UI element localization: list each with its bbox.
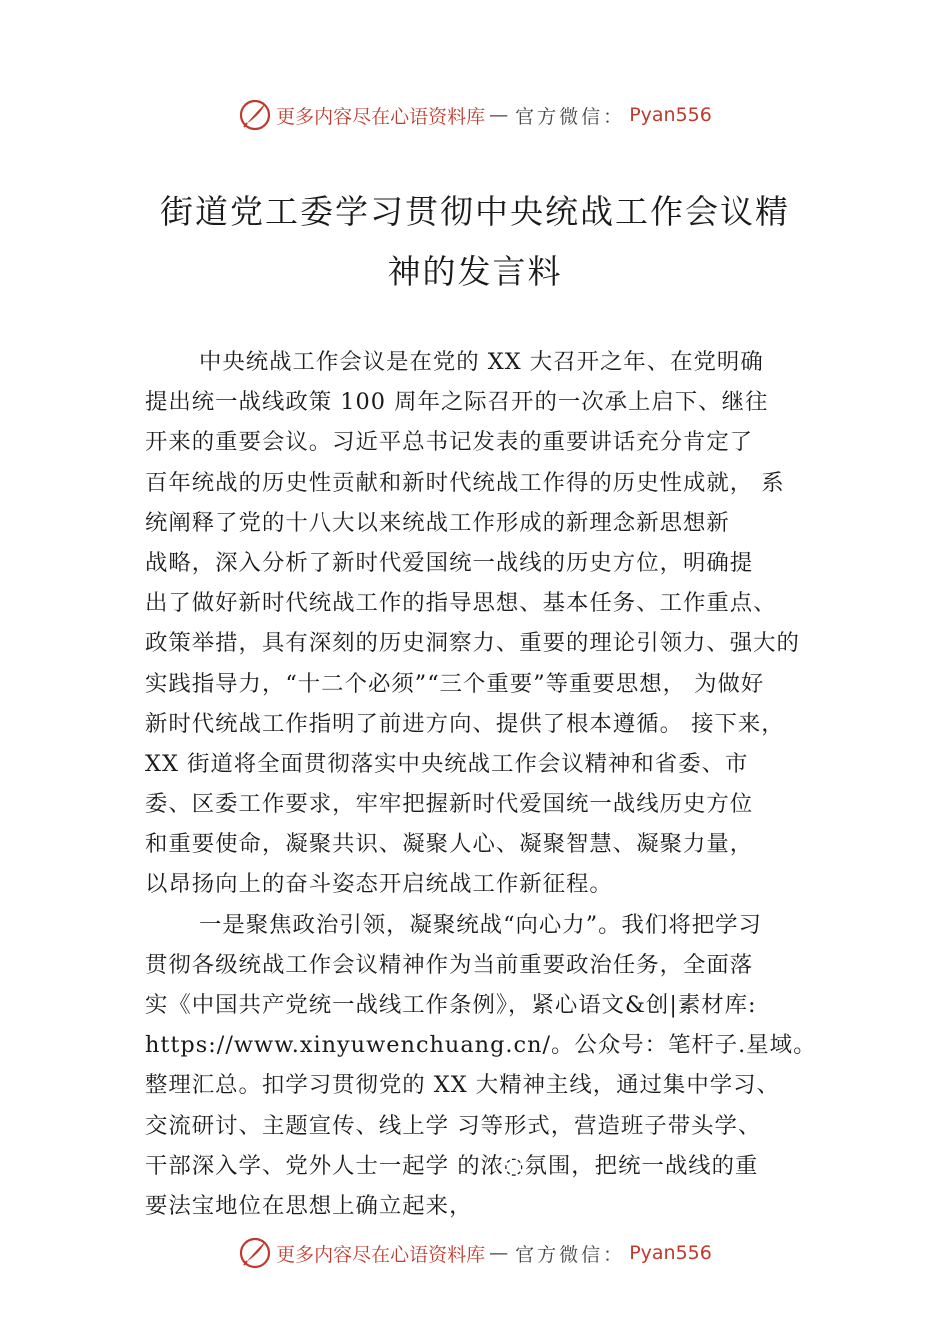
title-line-2: 神的发言料 xyxy=(387,252,563,291)
body-line: 提出统一战线政策 100 周年之际召开的一次承上启下、继往 xyxy=(145,389,769,416)
title-line-1: 街道党工委学习贯彻中央统战工作会议精 xyxy=(160,192,790,231)
banner-red-text: 更多内容尽在心语资料库 xyxy=(276,1243,486,1266)
banner-separator: — xyxy=(489,104,512,126)
banner-separator: — xyxy=(489,1242,512,1264)
body-line: 百年统战的历史性贡献和新时代统战工作得的历史性成就， 系 xyxy=(145,469,785,496)
body-line: 政策举措，具有深刻的历史洞察力、重要的理论引领力、强大的 xyxy=(145,630,800,657)
document-body xyxy=(145,342,825,1226)
body-line: 以昂扬向上的奋斗姿态开启统战工作新征程。 xyxy=(145,871,613,898)
body-line: 和重要使命，凝聚共识、凝聚人心、凝聚智慧、凝聚力量， xyxy=(145,831,754,858)
quill-logo-icon xyxy=(238,1236,272,1270)
body-line: 出了做好新时代统战工作的指导思想、基本任务、工作重点、 xyxy=(145,590,777,617)
body-line: 实践指导力，“十二个必须”“三个重要”等重要思想， 为做好 xyxy=(145,670,765,697)
banner-red-text: 更多内容尽在心语资料库 xyxy=(276,105,486,128)
body-line: 统阐释了党的十八大以来统战工作形成的新理念新思想新 xyxy=(145,509,730,536)
banner-wechat-id: Pyan556 xyxy=(629,1242,712,1264)
footer-banner xyxy=(0,1233,950,1273)
body-line: 交流研讨、主题宣传、线上学 习等形式，营造班子带头学、 xyxy=(145,1112,762,1139)
banner-wechat-label: 官方微信： xyxy=(515,1243,626,1266)
body-line: 干部深入学、党外人士一起学 的浓◌氛围，把统一战线的重 xyxy=(145,1152,759,1179)
banner-wechat-label: 官方微信： xyxy=(515,105,626,128)
body-line: 战略，深入分析了新时代爱国统一战线的历史方位，明确提 xyxy=(145,549,754,576)
body-line: https://www.xinyuwenchuang.cn/。公众号：笔杆子.星域。 xyxy=(145,1032,817,1059)
body-line: 要法宝地位在思想上确立起来， xyxy=(145,1192,473,1219)
quill-logo-icon xyxy=(238,98,272,132)
body-line: 整理汇总。扣学习贯彻党的 XX 大精神主线，通过集中学习、 xyxy=(145,1072,780,1099)
body-line: XX 街道将全面贯彻落实中央统战工作会议精神和省委、市 xyxy=(145,750,749,777)
body-line: 新时代统战工作指明了前进方向、提供了根本遵循。 接下来， xyxy=(145,710,785,737)
body-line: 实《中国共产党统一战线工作条例》，紧心语文&创|素材库: xyxy=(145,992,757,1018)
body-line: 中央统战工作会议是在党的 XX 大召开之年、在党明确 xyxy=(199,349,764,375)
body-line: 委、区委工作要求，牢牢把握新时代爱国统一战线历史方位 xyxy=(145,791,754,818)
body-line: 贯彻各级统战工作会议精神作为当前重要政治任务，全面落 xyxy=(145,951,754,978)
document-title xyxy=(100,182,850,302)
header-banner xyxy=(0,95,950,135)
banner-wechat-id: Pyan556 xyxy=(629,104,712,126)
body-line: 一是聚焦政治引领，凝聚统战“向心力”。我们将把学习 xyxy=(199,911,762,938)
body-line: 开来的重要会议。习近平总书记发表的重要讲话充分肯定了 xyxy=(145,429,754,456)
